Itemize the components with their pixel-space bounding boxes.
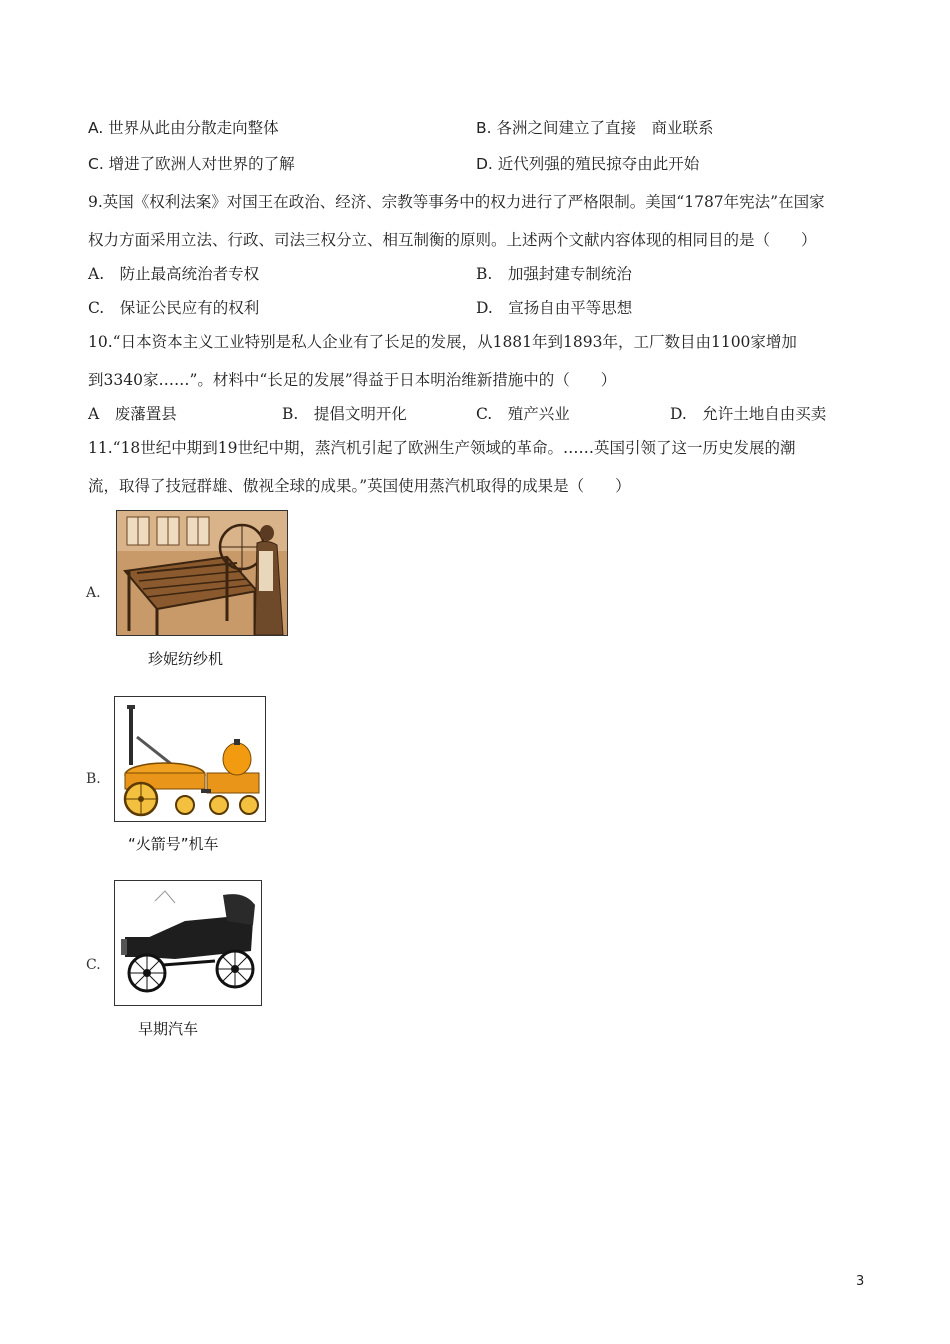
q9-stem-line-2: 权力方面采用立法、行政、司法三权分立、相互制衡的原则。上述两个文献内容体现的相同目的是（ ） [88, 231, 817, 249]
q8-option-c: C. 增进了欧洲人对世界的了解 [88, 155, 295, 173]
early-car-drawing [115, 881, 261, 1005]
q11-option-b-caption: “火箭号”机车 [128, 835, 219, 853]
early-car-image [114, 880, 262, 1006]
q10-option-b: B. 提倡文明开化 [282, 405, 407, 423]
q11-stem-line-2: 流，取得了技冠群雄、傲视全球的成果。”英国使用蒸汽机取得的成果是（ ） [88, 477, 631, 495]
q10-stem-line-2: 到3340家……”。材料中“长足的发展”得益于日本明治维新措施中的（ ） [88, 371, 617, 389]
q10-option-c: C. 殖产兴业 [476, 405, 570, 423]
q11-stem-line-1: 11.“18世纪中期到19世纪中期，蒸汽机引起了欧洲生产领域的革命。……英国引领了这一历史发展的潮 [88, 439, 796, 457]
q11-option-c-label: C. [86, 957, 101, 973]
q11-option-c-caption: 早期汽车 [138, 1020, 199, 1038]
q10-stem-line-1: 10.“日本资本主义工业特别是私人企业有了长足的发展，从1881年到1893年，工厂数目由1100家增加 [88, 333, 797, 351]
q11-option-b-label: B. [86, 771, 101, 787]
q11-option-a-caption: 珍妮纺纱机 [148, 650, 224, 668]
q10-option-a: A 废藩置县 [88, 405, 177, 423]
q9-option-b: B. 加强封建专制统治 [476, 265, 632, 283]
q8-option-a: A. 世界从此由分散走向整体 [88, 119, 279, 137]
rocket-locomotive-image [114, 696, 266, 822]
rocket-locomotive-drawing [115, 697, 265, 821]
spinning-jenny-image [116, 510, 288, 636]
q9-stem-line-1: 9.英国《权利法案》对国王在政治、经济、宗教等事务中的权力进行了严格限制。美国“1787年宪法”在国家 [88, 193, 825, 211]
q9-option-d: D. 宣扬自由平等思想 [476, 299, 633, 317]
q11-option-a-label: A. [86, 585, 101, 601]
q8-option-d: D. 近代列强的殖民掠夺由此开始 [476, 155, 700, 173]
page-number: 3 [856, 1274, 865, 1289]
q10-option-d: D. 允许土地自由买卖 [670, 405, 827, 423]
q9-option-a: A. 防止最高统治者专权 [88, 265, 260, 283]
spinning-jenny-drawing [117, 511, 287, 635]
q9-option-c: C. 保证公民应有的权利 [88, 299, 260, 317]
q8-option-b: B. 各洲之间建立了直接 商业联系 [476, 119, 714, 137]
